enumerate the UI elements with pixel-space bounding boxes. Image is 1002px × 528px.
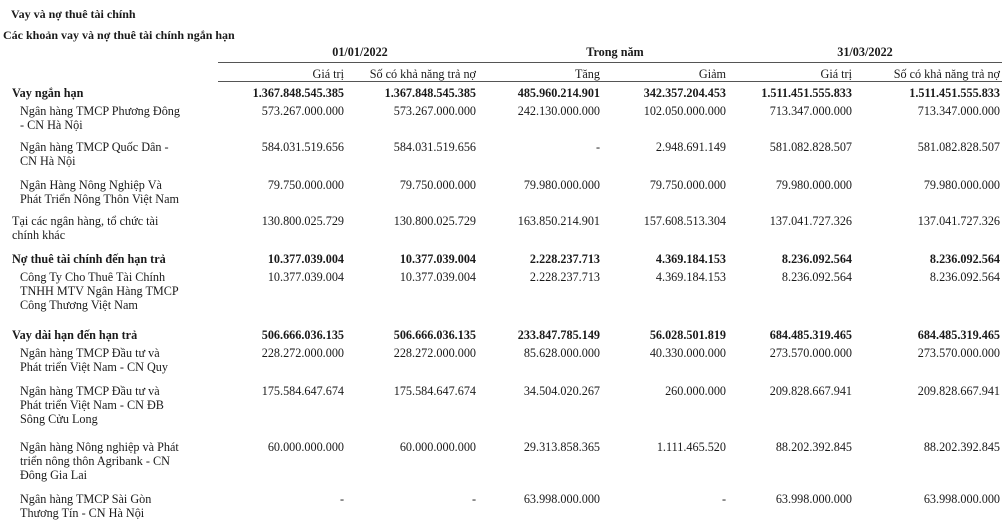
row-value: 88.202.392.845: [775, 440, 852, 454]
row-value: -: [721, 492, 726, 506]
header-underline-closing: [728, 81, 1002, 82]
row-label: Công Ty Cho Thuê Tài Chính TNHH MTV Ngân Hàng TMCP Công Thương Việt Nam: [20, 270, 179, 312]
row-value: 209.828.667.941: [917, 384, 1000, 398]
row-value: 137.041.727.326: [769, 214, 852, 228]
section-subtitle: [3, 28, 235, 42]
row-value: 209.828.667.941: [769, 384, 852, 398]
row-label: Ngân hàng TMCP Phương Đông - CN Hà Nội: [20, 104, 180, 132]
row-label: Ngân hàng TMCP Sài Gòn Thương Tín - CN Hà Nội: [20, 492, 152, 520]
row-value: 506.666.036.135: [261, 328, 344, 342]
row-label: Ngân hàng Nông nghiệp và Phát triển nông thôn Agribank - CN Đông Gia Lai: [20, 440, 179, 482]
subtitle-text: Các khoản vay và nợ thuê tài chính ngắn hạn: [3, 28, 235, 42]
period-opening: 01/01/2022: [332, 45, 388, 59]
row-value: 85.628.000.000: [523, 346, 600, 360]
row-value: 573.267.000.000: [261, 104, 344, 118]
row-label: Ngân hàng TMCP Quốc Dân - CN Hà Nội: [20, 140, 169, 168]
col-header-opening-value: Giá trị: [312, 67, 344, 81]
row-value: 34.504.020.267: [523, 384, 600, 398]
row-value: -: [595, 140, 600, 154]
row-value: 506.666.036.135: [393, 328, 476, 342]
period-closing: 31/03/2022: [837, 45, 893, 59]
col-header-closing-repayable: Số có khả năng trả nợ: [893, 67, 1000, 81]
row-value: 40.330.000.000: [649, 346, 726, 360]
row-value: 1.367.848.545.385: [252, 86, 344, 100]
row-value: 10.377.039.004: [399, 252, 476, 266]
row-value: 88.202.392.845: [923, 440, 1000, 454]
row-value: 1.367.848.545.385: [384, 86, 476, 100]
row-value: 228.272.000.000: [261, 346, 344, 360]
row-value: 233.847.785.149: [517, 328, 600, 342]
row-value: 130.800.025.729: [393, 214, 476, 228]
row-value: 584.031.519.656: [393, 140, 476, 154]
row-value: 713.347.000.000: [769, 104, 852, 118]
row-value: 163.850.214.901: [517, 214, 600, 228]
period-underline-closing: [728, 62, 1002, 63]
row-value: 56.028.501.819: [649, 328, 726, 342]
row-value: 273.570.000.000: [769, 346, 852, 360]
row-value: 1.511.451.555.833: [761, 86, 852, 100]
row-value: 684.485.319.465: [769, 328, 852, 342]
row-label: Ngân hàng TMCP Đầu tư và Phát triển Việt Nam - CN Quy: [20, 346, 168, 374]
row-value: -: [339, 492, 344, 506]
row-value: 157.608.513.304: [643, 214, 726, 228]
row-value: 2.228.237.713: [529, 270, 600, 284]
row-value: 8.236.092.564: [781, 270, 852, 284]
header-underline-during-year: [502, 81, 728, 82]
row-label: Ngân Hàng Nông Nghiệp Và Phát Triển Nông Thôn Việt Nam: [20, 178, 179, 206]
row-value: 4.369.184.153: [655, 270, 726, 284]
row-value: 79.750.000.000: [649, 178, 726, 192]
row-value: 581.082.828.507: [917, 140, 1000, 154]
row-value: 79.750.000.000: [267, 178, 344, 192]
row-value: 10.377.039.004: [399, 270, 476, 284]
row-value: 102.050.000.000: [643, 104, 726, 118]
row-value: 10.377.039.004: [267, 252, 344, 266]
col-header-closing-value: Giá trị: [820, 67, 852, 81]
section-title: Vay và nợ thuê tài chính: [11, 7, 136, 21]
row-value: 137.041.727.326: [917, 214, 1000, 228]
row-label: Vay ngắn hạn: [12, 86, 84, 100]
row-value: 79.980.000.000: [523, 178, 600, 192]
col-header-increase: Tăng: [574, 67, 600, 81]
col-header-decrease: Giảm: [698, 67, 726, 81]
row-value: 79.980.000.000: [775, 178, 852, 192]
row-value: 175.584.647.674: [261, 384, 344, 398]
row-value: 581.082.828.507: [769, 140, 852, 154]
row-value: 79.750.000.000: [399, 178, 476, 192]
row-value: 60.000.000.000: [267, 440, 344, 454]
row-value: 713.347.000.000: [917, 104, 1000, 118]
period-during-year: Trong năm: [586, 45, 644, 59]
row-value: 10.377.039.004: [267, 270, 344, 284]
col-header-opening-repayable: Số có khả năng trả nợ: [369, 67, 476, 81]
row-value: 573.267.000.000: [393, 104, 476, 118]
row-value: 130.800.025.729: [261, 214, 344, 228]
row-value: 228.272.000.000: [393, 346, 476, 360]
row-value: -: [471, 492, 476, 506]
row-value: 273.570.000.000: [917, 346, 1000, 360]
row-label: Vay dài hạn đến hạn trả: [12, 328, 138, 342]
header-underline-opening: [218, 81, 502, 82]
row-value: 8.236.092.564: [929, 252, 1000, 266]
row-value: 8.236.092.564: [929, 270, 1000, 284]
period-underline-during-year: [502, 62, 728, 63]
row-value: 79.980.000.000: [923, 178, 1000, 192]
row-value: 1.111.465.520: [656, 440, 726, 454]
row-label: Ngân hàng TMCP Đầu tư và Phát triển Việt Nam - CN ĐB Sông Cửu Long: [20, 384, 164, 426]
row-value: 63.998.000.000: [775, 492, 852, 506]
row-value: 242.130.000.000: [517, 104, 600, 118]
row-value: 584.031.519.656: [261, 140, 344, 154]
row-value: 63.998.000.000: [923, 492, 1000, 506]
row-value: 342.357.204.453: [643, 86, 726, 100]
row-value: 4.369.184.153: [655, 252, 726, 266]
row-value: 63.998.000.000: [523, 492, 600, 506]
row-value: 29.313.858.365: [523, 440, 600, 454]
period-underline-opening: [218, 62, 502, 63]
row-label: Tại các ngân hàng, tổ chức tài chính khác: [12, 214, 159, 242]
row-value: 260.000.000: [665, 384, 726, 398]
row-value: 684.485.319.465: [917, 328, 1000, 342]
row-value: 1.511.451.555.833: [909, 86, 1000, 100]
row-value: 2.948.691.149: [655, 140, 726, 154]
row-value: 2.228.237.713: [529, 252, 600, 266]
row-value: 485.960.214.901: [517, 86, 600, 100]
row-value: 60.000.000.000: [399, 440, 476, 454]
row-value: 175.584.647.674: [393, 384, 476, 398]
row-value: 8.236.092.564: [781, 252, 852, 266]
row-label: Nợ thuê tài chính đến hạn trả: [12, 252, 166, 266]
